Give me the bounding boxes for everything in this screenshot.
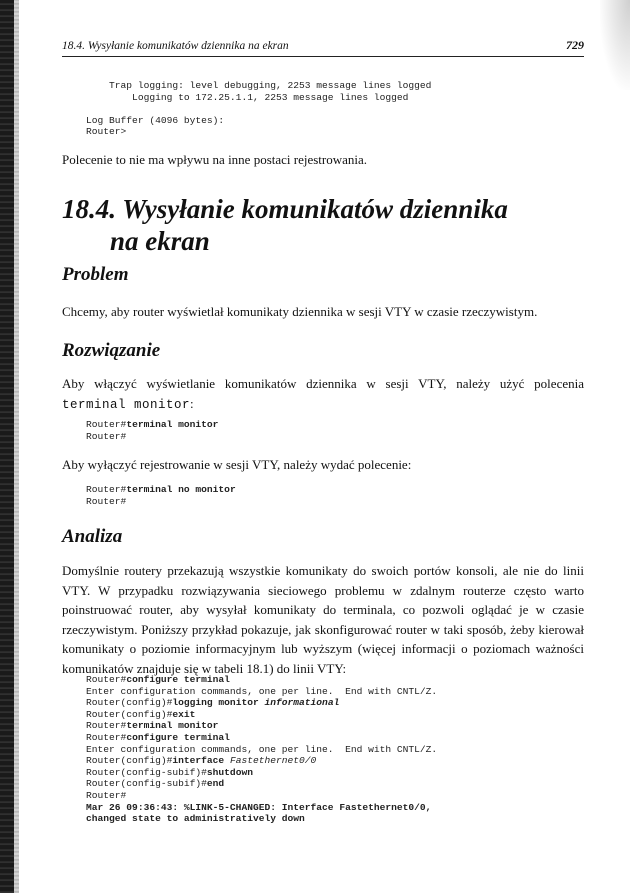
- code-command: end: [206, 778, 225, 790]
- code-prompt: Router#: [86, 674, 127, 685]
- code-argument: informational: [264, 697, 340, 709]
- code-prompt: Router#: [86, 789, 127, 801]
- disable-paragraph: Aby wyłączyć rejestrowanie w sesji VTY, należy wydać polecenie:: [62, 457, 412, 472]
- running-head-title: 18.4. Wysyłanie komunikatów dziennika na ekran: [62, 40, 289, 52]
- solution-command: terminal monitor: [62, 397, 191, 412]
- code-prompt: Router(config)#: [86, 697, 173, 709]
- code-prompt: Router#: [86, 419, 127, 430]
- problem-paragraph: Chcemy, aby router wyświetlał komunikaty dziennika w sesji VTY w czasie rzeczywistym.: [62, 304, 538, 319]
- code-command: logging monitor: [172, 697, 265, 709]
- code-prompt: Router#: [86, 430, 127, 442]
- code-command: interface: [172, 755, 230, 767]
- code-command: terminal monitor: [126, 720, 219, 732]
- code-command: configure terminal: [126, 674, 230, 685]
- code-command: exit: [172, 708, 196, 720]
- code-line: Logging to 172.25.1.1, 2253 message lines logged: [86, 91, 409, 103]
- analysis-heading: Analiza: [62, 526, 123, 547]
- code-command: shutdown: [206, 766, 253, 778]
- code-prompt: Router(config)#: [86, 755, 173, 767]
- problem-heading: Problem: [62, 264, 129, 285]
- solution-heading: Rozwiązanie: [62, 340, 161, 361]
- code-command: terminal monitor: [126, 419, 219, 430]
- code-prompt: Router#: [86, 495, 127, 507]
- code-output: Enter configuration commands, one per line. End with CNTL/Z.: [86, 685, 438, 697]
- code-prompt: Router#: [86, 720, 127, 732]
- code-prompt: Router(config-subif)#: [86, 778, 207, 790]
- code-command: terminal no monitor: [126, 484, 236, 495]
- running-head: [62, 40, 584, 57]
- solution-text-after: :: [190, 395, 194, 411]
- code-argument: Fastethernet0/0: [229, 755, 317, 767]
- code-prompt: Router(config)#: [86, 708, 173, 720]
- disable-code-block: [86, 484, 236, 507]
- code-prompt: Router(config-subif)#: [86, 766, 207, 778]
- section-title-line2: na ekran: [110, 226, 210, 256]
- section-title: [62, 193, 584, 257]
- code-line: Trap logging: level debugging, 2253 message lines logged: [86, 80, 432, 91]
- enable-code-block: [86, 419, 218, 442]
- code-line: Log Buffer (4096 bytes):: [86, 114, 225, 126]
- no-effect-paragraph: Polecenie to nie ma wpływu na inne postaci rejestrowania.: [62, 152, 368, 167]
- code-line: Router>: [86, 126, 127, 138]
- code-output: Enter configuration commands, one per line. End with CNTL/Z.: [86, 743, 438, 755]
- solution-text-before: Aby włączyć wyświetlanie komunikatów dziennika w sesji VTY, należy użyć polecenia: [62, 376, 584, 391]
- analysis-code-block: [86, 674, 437, 825]
- section-title-line1: 18.4. Wysyłanie komunikatów dziennika: [62, 194, 508, 224]
- code-prompt: Router#: [86, 484, 127, 495]
- top-code-block: [86, 80, 431, 138]
- solution-paragraph: [62, 374, 584, 415]
- code-log-message: changed state to administratively down: [86, 813, 305, 825]
- code-prompt: Router#: [86, 731, 127, 743]
- code-log-message: Mar 26 09:36:43: %LINK-5-CHANGED: Interface Fastethernet0/0,: [86, 801, 432, 813]
- page-number: 729: [566, 38, 584, 52]
- analysis-paragraph: Domyślnie routery przekazują wszystkie komunikaty do swoich portów konsoli, ale nie do linii VTY. W przypadku rozwiązywania sieciowego problemu w zdalnym routerze często warto poinstruować router, aby wysyłał komunikaty do terminala, co pozwoli oglądać je w czasie rzeczywistym. Poniższy przykład pokazuje, jak skonfigurować router w taki sposób, żeby kierował komunikaty o poziomie informacyjnym lub wyższym (więcej informacji o poziomach ważności komunikatów znajduje się w tabeli 18.1) do linii VTY:: [62, 563, 584, 676]
- code-command: configure terminal: [126, 731, 230, 743]
